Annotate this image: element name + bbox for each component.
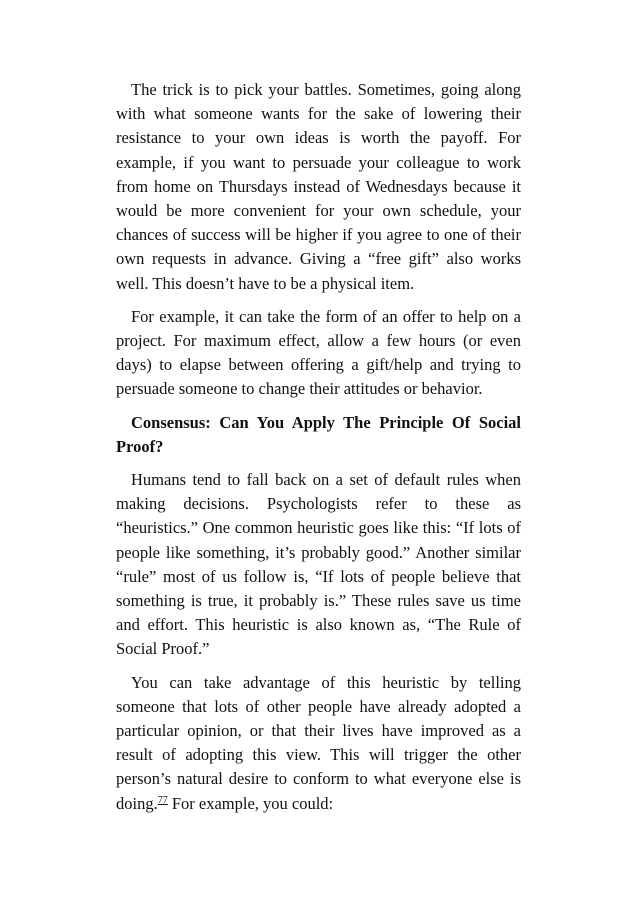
paragraph-free-gift-example: For example, it can take the form of an offer to help on a project. For maximum effect, allow a few hours (or even days) to elapse between offering a gift/help and trying to persuade someone to change their attitudes or behavior. bbox=[116, 306, 521, 399]
paragraph-social-proof-text: You can take advantage of this heuristic by telling someone that lots of other people have already adopted a particular opinion, or that their lives have improved as a result of adopting this view. This will trigger the other person’s natural desire to conform to what everyone else is doing. bbox=[116, 672, 521, 813]
document-page bbox=[116, 78, 521, 825]
paragraph-heuristics: Humans tend to fall back on a set of default rules when making decisions. Psychologists refer to these as “heuristics.” One common heuristic goes like this: “If lots of people like something, it’s probably good.” Another similar “rule” most of us follow is, “If lots of people believe that something is true, it probably is.” These rules save us time and effort. This heuristic is also known as, “The Rule of Social Proof.” bbox=[116, 470, 521, 659]
paragraph-social-proof bbox=[116, 671, 521, 816]
paragraph-pick-your-battles: The trick is to pick your battles. Sometimes, going along with what someone wants for the sake of lowering their resistance to your own ideas is worth the payoff. For example, if you want to persuade your colleague to work from home on Thursdays instead of Wednesdays because it would be more convenient for your own schedule, your chances of success will be higher if you agree to one of their own requests in advance. Giving a “free gift” also works well. This doesn’t have to be a physical item. bbox=[116, 80, 521, 293]
section-heading-consensus: Consensus: Can You Apply The Principle Of Social Proof? bbox=[116, 412, 521, 456]
footnote-reference-link[interactable]: 77 bbox=[157, 794, 168, 806]
paragraph-social-proof-tail: For example, you could: bbox=[167, 793, 334, 813]
